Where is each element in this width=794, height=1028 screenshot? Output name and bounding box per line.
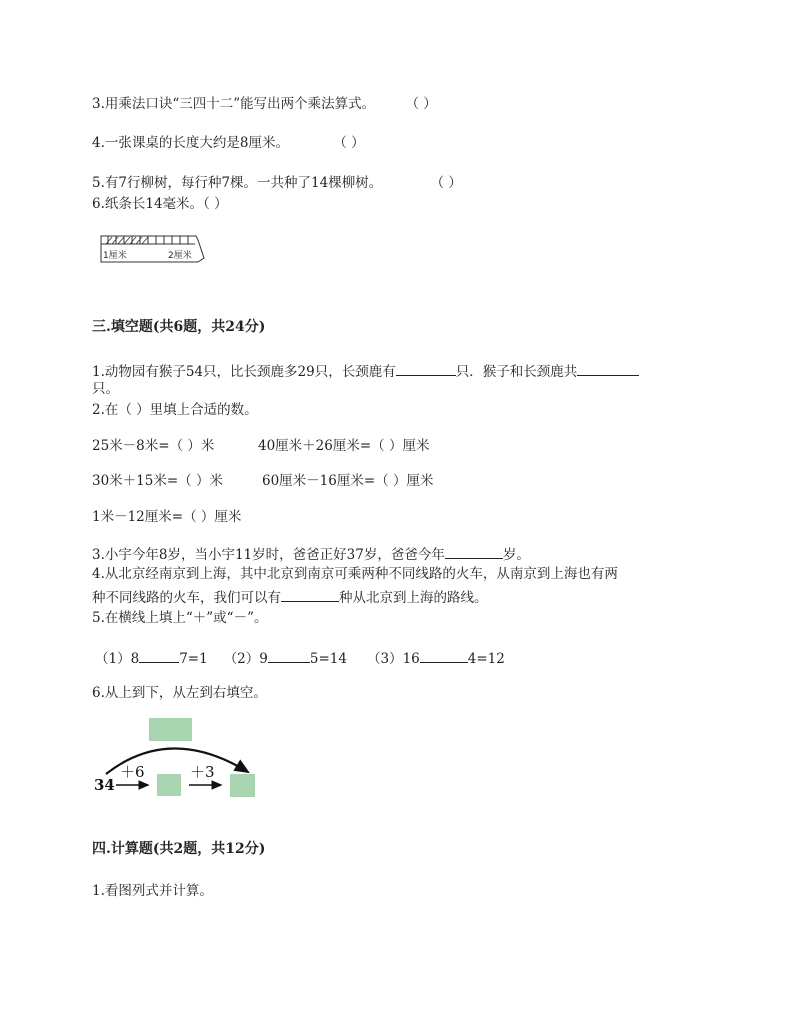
answer-blank[interactable] [396,361,456,376]
question-text: 3.用乘法口诀“三四十二”能写出两个乘法算式。 [92,96,376,112]
answer-blank[interactable] [281,587,339,602]
answer-paren[interactable]: （ ） [405,96,437,112]
fill-question-2-row3-left: 1米－12厘米=（ ）厘米 [92,509,242,525]
judge-question-4 [92,134,365,152]
part-label: （1） [95,651,131,667]
answer-blank[interactable] [577,361,639,376]
ruler-figure [98,232,214,270]
part-text: 16 [402,651,420,667]
ruler-label-1: 1厘米 [103,251,127,261]
question-text: 1.动物园有猴子54只，比长颈鹿多29只，长颈鹿有 [92,364,396,380]
part-text: 9 [259,651,268,667]
fill-question-5: 5.在横线上填上“＋”或“－”。 [92,610,268,626]
answer-blank[interactable] [139,648,179,663]
answer-blank[interactable] [268,648,310,663]
question-text: 6.纸条长14毫米。（ ） [92,196,228,212]
part-label: （3） [366,651,403,667]
answer-box-middle[interactable] [157,774,181,796]
operation-1: ＋6 [120,763,145,781]
answer-blank[interactable] [445,544,503,559]
part-text: 7=1 [179,651,208,667]
part-text: 5=14 [309,651,347,667]
fill-question-4-line1: 4.从北京经南京到上海，其中北京到南京可乘两种不同线路的火车，从南京到上海也有两 [92,566,618,582]
fill-question-2-row2-left: 30米＋15米=（ ）米 [92,473,223,489]
question-text: 5.有7行柳树，每行种7棵。一共种了14棵柳树。 [92,175,383,191]
fill-question-3 [92,544,530,564]
start-number: 34 [94,776,115,794]
question-text: 种不同线路的火车，我们可以有 [92,590,281,606]
question-text: 4.一张课桌的长度大约是8厘米。 [92,135,289,151]
section-heading-calculation: 四.计算题(共2题，共12分) [92,841,266,857]
fill-question-2: 2.在（ ）里填上合适的数。 [92,402,258,418]
judge-question-5 [92,174,462,192]
fill-question-1-line2: 只。 [92,381,119,397]
question-text: 3.小宇今年8岁，当小宇11岁时，爸爸正好37岁，爸爸今年 [92,547,445,563]
number-arrow-diagram [90,714,270,804]
fill-question-4-line2 [92,587,488,607]
question-text: 种从北京到上海的路线。 [339,590,488,606]
answer-box-right[interactable] [230,774,255,797]
answer-blank[interactable] [420,648,468,663]
fill-question-1-line1 [92,361,639,381]
part-text: 8 [130,651,140,667]
question-text: 只．猴子和长颈鹿共 [455,364,578,380]
operation-2: ＋3 [190,763,215,781]
ruler-label-2: 2厘米 [168,251,192,261]
fill-question-2-row1-right: 40厘米＋26厘米=（ ）厘米 [258,438,430,454]
question-text: 岁。 [502,547,530,563]
fill-question-2-row2-right: 60厘米－16厘米=（ ）厘米 [262,473,434,489]
judge-question-3 [92,95,437,113]
answer-paren[interactable]: （ ） [333,135,365,151]
part-label: （2） [223,651,260,667]
part-text: 4=12 [467,651,505,667]
answer-paren[interactable]: （ ） [430,175,462,191]
section-heading-fill-blank: 三.填空题(共6题，共24分) [92,319,266,335]
fill-question-6: 6.从上到下，从左到右填空。 [92,685,267,701]
calc-question-1: 1.看图列式并计算。 [92,883,213,899]
fill-question-2-row1-left: 25米－8米=（ ）米 [92,438,215,454]
answer-box-top[interactable] [149,718,192,741]
fill-question-5-parts [95,648,505,668]
judge-question-6 [92,195,228,213]
